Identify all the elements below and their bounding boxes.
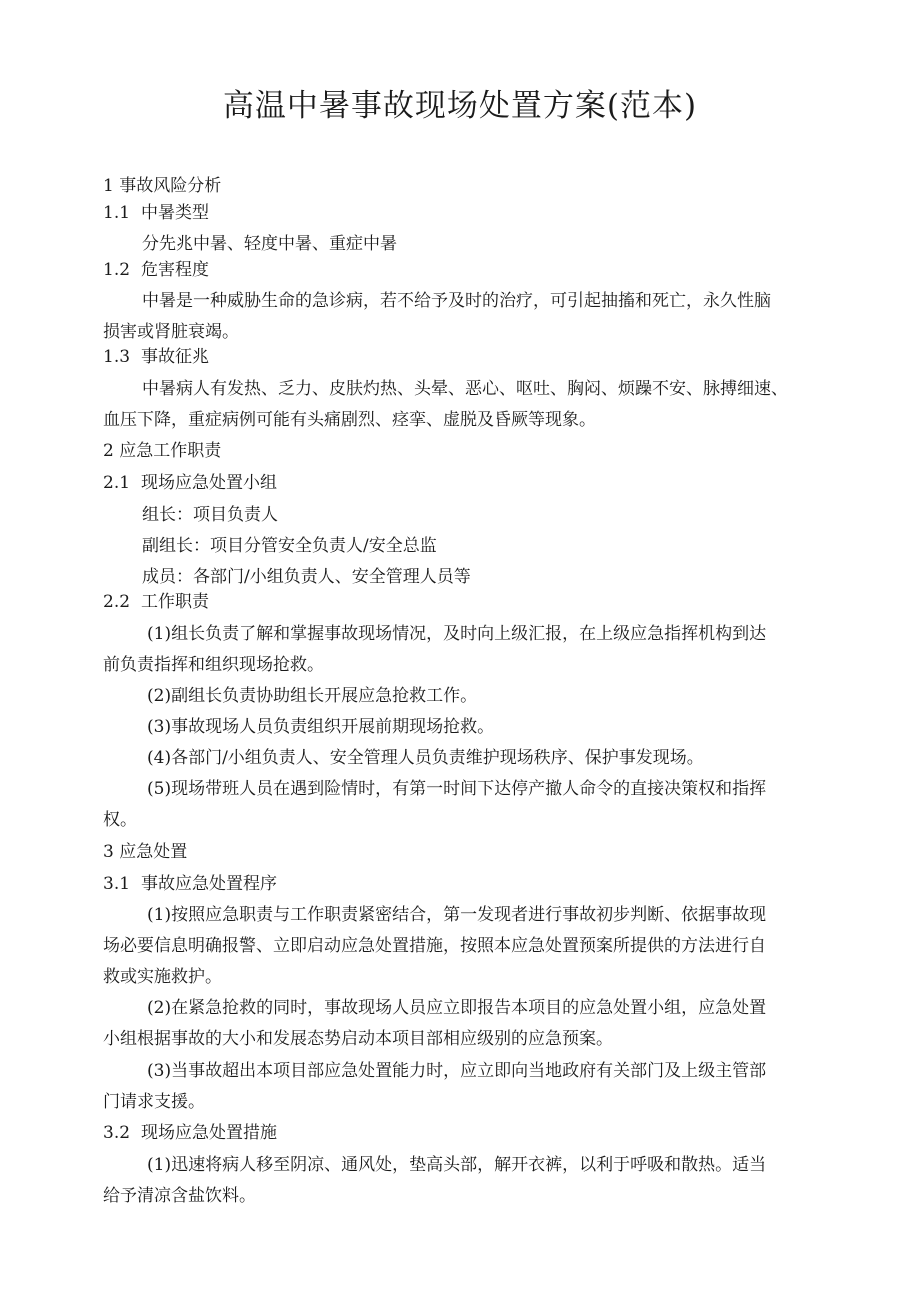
paragraph-line: 损害或肾脏衰竭。: [103, 322, 239, 342]
list-item: (2)副组长负责协助组长开展应急抢救工作。: [147, 686, 478, 706]
paragraph-text: 分先兆中暑、轻度中暑、重症中暑: [142, 234, 397, 254]
list-item: (1)组长负责了解和掌握事故现场情况，及时向上级汇报，在上级应急指挥机构到达: [147, 624, 767, 644]
list-item: (4)各部门/小组负责人、安全管理人员负责维护现场秩序、保护事发现场。: [147, 748, 704, 768]
section-number: 3.2: [103, 1123, 131, 1143]
list-item-continuation: 场必要信息明确报警、立即启动应急处置措施，按照本应急处置预案所提供的方法进行自: [103, 936, 766, 956]
section-title: 中暑类型: [141, 203, 209, 223]
section-number: 1.3: [103, 347, 131, 367]
paragraph-line: 中暑是一种威胁生命的急诊病，若不给予及时的治疗，可引起抽搐和死亡，永久性脑: [142, 291, 771, 311]
list-item-continuation: 门请求支援。: [103, 1092, 205, 1112]
list-item: (1)按照应急职责与工作职责紧密结合，第一发现者进行事故初步判断、依据事故现: [147, 905, 767, 925]
list-item-continuation: 小组根据事故的大小和发展态势启动本项目部相应级别的应急预案。: [103, 1029, 613, 1049]
section-number: 2.1: [103, 473, 131, 493]
list-item-continuation: 救或实施救护。: [103, 967, 222, 987]
section-number: 3.1: [103, 874, 131, 894]
paragraph-line: 中暑病人有发热、乏力、皮肤灼热、头晕、恶心、呕吐、胸闷、烦躁不安、脉搏细速、: [142, 379, 788, 399]
document-title: 高温中暑事故现场处置方案(范本): [222, 88, 698, 124]
section-2-heading: 2 应急工作职责: [103, 441, 222, 461]
list-item-continuation: 前负责指挥和组织现场抢救。: [103, 655, 324, 675]
section-title: 现场应急处置措施: [141, 1123, 277, 1143]
section-number: 1.2: [103, 260, 131, 280]
members-line: 成员：各部门/小组负责人、安全管理人员等: [142, 567, 471, 587]
section-3-1-heading: [103, 872, 277, 896]
deputy-leader-line: 副组长：项目分管安全负责人/安全总监: [142, 536, 437, 556]
section-title: 事故应急处置程序: [141, 874, 277, 894]
section-title: 工作职责: [141, 592, 209, 612]
list-item: (3)事故现场人员负责组织开展前期现场抢救。: [147, 717, 495, 737]
team-leader-line: 组长：项目负责人: [142, 505, 278, 525]
section-1-1-heading: [103, 201, 209, 225]
list-item-continuation: 给予清凉含盐饮料。: [103, 1186, 256, 1206]
list-item: (5)现场带班人员在遇到险情时，有第一时间下达停产撤人命令的直接决策权和指挥: [147, 779, 767, 799]
section-title: 危害程度: [141, 260, 209, 280]
section-1-2-heading: [103, 258, 209, 282]
section-2-1-heading: [103, 471, 277, 495]
list-item: (3)当事故超出本项目部应急处置能力时，应立即向当地政府有关部门及上级主管部: [147, 1061, 767, 1081]
list-item: (1)迅速将病人移至阴凉、通风处，垫高头部，解开衣裤，以利于呼吸和散热。适当: [147, 1155, 767, 1175]
list-item: (2)在紧急抢救的同时，事故现场人员应立即报告本项目的应急处置小组，应急处置: [147, 998, 767, 1018]
section-title: 事故征兆: [141, 347, 209, 367]
paragraph-line: 血压下降，重症病例可能有头痛剧烈、痉挛、虚脱及昏厥等现象。: [103, 410, 596, 430]
list-item-continuation: 权。: [103, 810, 137, 830]
section-number: 1.1: [103, 203, 131, 223]
section-3-2-heading: [103, 1121, 277, 1145]
section-title: 现场应急处置小组: [141, 473, 277, 493]
section-3-heading: 3 应急处置: [103, 842, 188, 862]
section-number: 2.2: [103, 592, 131, 612]
section-1-3-heading: [103, 345, 209, 369]
section-2-2-heading: [103, 590, 209, 614]
section-1-heading: 1 事故风险分析: [103, 176, 222, 196]
